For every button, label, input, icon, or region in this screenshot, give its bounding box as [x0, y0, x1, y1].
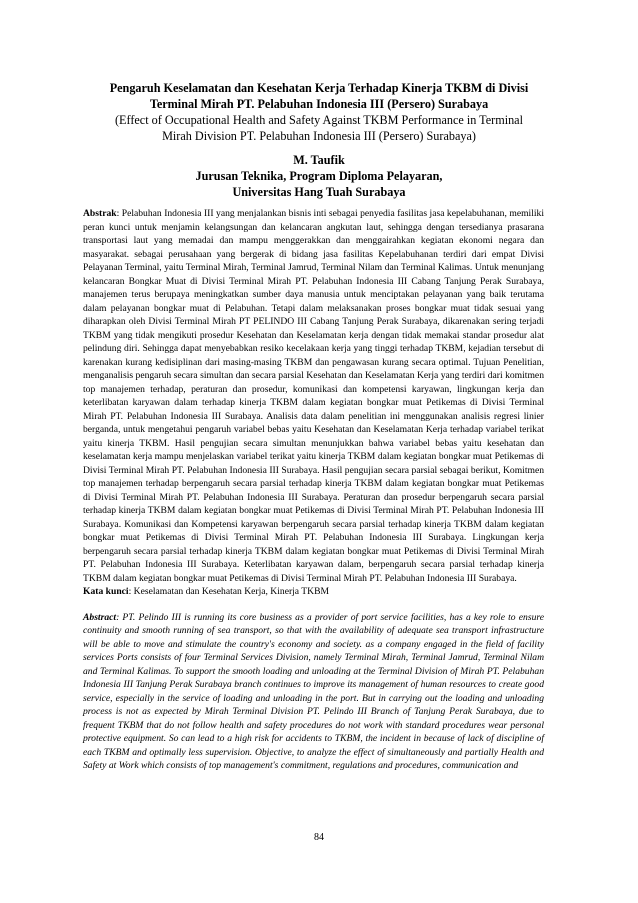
keywords-text: : Keselamatan dan Kesehatan Kerja, Kinerja TKBM	[128, 586, 330, 597]
abstract-english-text: : PT. Pelindo III is running its core business as a provider of port service facilities, has a key role to ensure continuity and smooth running of sea transport, so that with the availability of adequate sea transport infrastructure will be able to move and stimulate the country's economy and society. as a company engaged in the field of facility services Ports consists of four Terminal Services Division, namely Terminal Mirah, Terminal Jamrud, Terminal Nilam and Terminal Kalimas. To support the smooth loading and unloading at the Terminal Division of Mirah PT. Pelabuhan Indonesia III Tanjung Perak Surabaya branch continues to improve its management of human resources to create good service, especially in the service of loading and unloading in the port. But in carrying out the loading and unloading process is not as expected by Mirah Terminal Division PT. Pelindo III Branch of Tanjung Perak Surabaya, due to frequent TKBM that do not follow health and safety procedures do not work with standard procedures wear personal protective equipment. So can lead to a high risk for accidents to TKBM, the incident in because of lack of discipline of each TKBM and optimally less supervision. Objective, to analyze the effect of simultaneously and partially Health and Safety at Work which consists of top management's commitment, regulations and procedures, communication and	[83, 611, 544, 771]
title-indonesian-line2: Terminal Mirah PT. Pelabuhan Indonesia III (Persero) Surabaya	[149, 97, 489, 111]
title-indonesian-line1: Pengaruh Keselamatan dan Kesehatan Kerja Terhadap Kinerja TKBM di Divisi	[109, 81, 529, 95]
abstract-section	[83, 207, 544, 773]
author-university: Universitas Hang Tuah Surabaya	[232, 185, 406, 199]
title-block	[70, 80, 568, 200]
title-english-line2: Mirah Division PT. Pelabuhan Indonesia III (Persero) Surabaya)	[162, 129, 476, 143]
abstract-english	[83, 611, 544, 773]
author-name: M. Taufik	[293, 153, 345, 167]
page-number: 84	[314, 832, 324, 843]
keywords-label: Kata kunci	[83, 586, 129, 597]
author-department: Jurusan Teknika, Program Diploma Pelayaran,	[195, 169, 443, 183]
abstract-english-label: Abstract	[83, 611, 117, 623]
abstract-indonesian-label: Abstrak	[83, 208, 117, 219]
keywords	[83, 585, 544, 599]
abstract-indonesian-text: : Pelabuhan Indonesia III yang menjalankan bisnis inti sebagai penyedia fasilitas jasa kepelabuhanan, memiliki peran kunci untuk menjamin kelangsungan dan kelancaran angkutan laut, sehingga dengan tersedianya prasarana transportasi laut yang memadai dan mampu menggerakkan dan menggairahkan kegiatan ekonomi negara dan masyarakat. sebagai perusahaan yang bergerak di bidang jasa fasilitas Kepelabuhanan terdiri dari empat Divisi Pelayanan Terminal, yaitu Terminal Mirah, Terminal Jamrud, Terminal Nilam dan Terminal Kalimas. Untuk menunjang kelancaran Bongkar Muat di Divisi Terminal Mirah PT. Pelabuhan Indonesia III Cabang Tanjung Perak Surabaya, manajemen terus berupaya meningkatkan sumber daya manusia untuk menciptakan pelayanan yang baik terutama dalam pelayanan bongkar muat di Pelabuhan. Tetapi dalam melaksanakan proses bongkar muat tidak sesuai yang diharapkan oleh Divisi Terminal Mirah PT PELINDO III Cabang Tanjung Perak Surabaya, dikarenakan sering terjadi TKBM yang tidak mengikuti prosedur Kesehatan dan Keselamatan kerja dengan tidak memakai standar prosedur alat pelindung diri. Sehingga dapat menyebabkan resiko kecelakaan kerja yang tinggi terhadap TKBM, kejadian tersebut di karenakan kurang kedisiplinan dari masing-masing TKBM dan pengawasan kurang secara optimal. Tujuan Penelitian, menganalisis pengaruh secara simultan dan secara parsial Kesehatan dan Keselamatan Kerja yang terdiri dari komitmen top manajemen terhadap, peraturan dan prosedur, komunikasi dan kompetensi karyawan, lingkungan kerja dan keterlibatan karyawan dalam terhadap kinerja TKBM dalam kegiatan bongkar muat Petikemas di Divisi Terminal Mirah PT. Pelabuhan Indonesia III Surabaya. Analisis data dalam penelitian ini menggunakan analisis regresi linier berganda, untuk mengetahui pengaruh variabel bebas yaitu Kesehatan dan Keselamatan Kerja terhadap variabel terikat yaitu kinerja TKBM. Hasil pengujian secara simultan menunjukkan bahwa variabel bebas yaitu kesehatan dan keselamatan kerja mampu menjelaskan variabel terikat yaitu kinerja TKBM dalam kegiatan bongkar muat Petikemas di Divisi Terminal Mirah PT. Pelabuhan Indonesia III Surabaya. Hasil pengujian secara parsial sebagai berikut, Komitmen top manajemen terhadap berpengaruh secara parsial terhadap kinerja TKBM dalam kegiatan bongkar muat Petikemas di Divisi Terminal Mirah PT. Pelabuhan Indonesia III Surabaya. Peraturan dan prosedur berpengaruh secara parsial terhadap kinerja TKBM dalam kegiatan bongkar muat Petikemas di Divisi Terminal Mirah PT. Pelabuhan Indonesia III Surabaya. Komunikasi dan Kompetensi karyawan berpengaruh secara parsial terhadap kinerja TKBM dalam kegiatan bongkar muat Petikemas di Divisi Terminal Mirah PT. Pelabuhan Indonesia III Surabaya. Lingkungan kerja berpengaruh secara parsial terhadap kinerja TKBM dalam kegiatan bongkar muat Petikemas di Divisi Terminal Mirah PT. Pelabuhan Indonesia III Surabaya. Keterlibatan karyawan dalam, berpengaruh secara parsial terhadap kinerja TKBM dalam kegiatan bongkar muat Petikemas di Divisi Terminal Mirah PT. Pelabuhan Indonesia III Surabaya.	[83, 208, 544, 584]
abstract-indonesian	[83, 207, 544, 585]
title-english-line1: (Effect of Occupational Health and Safety Against TKBM Performance in Terminal	[115, 113, 523, 127]
